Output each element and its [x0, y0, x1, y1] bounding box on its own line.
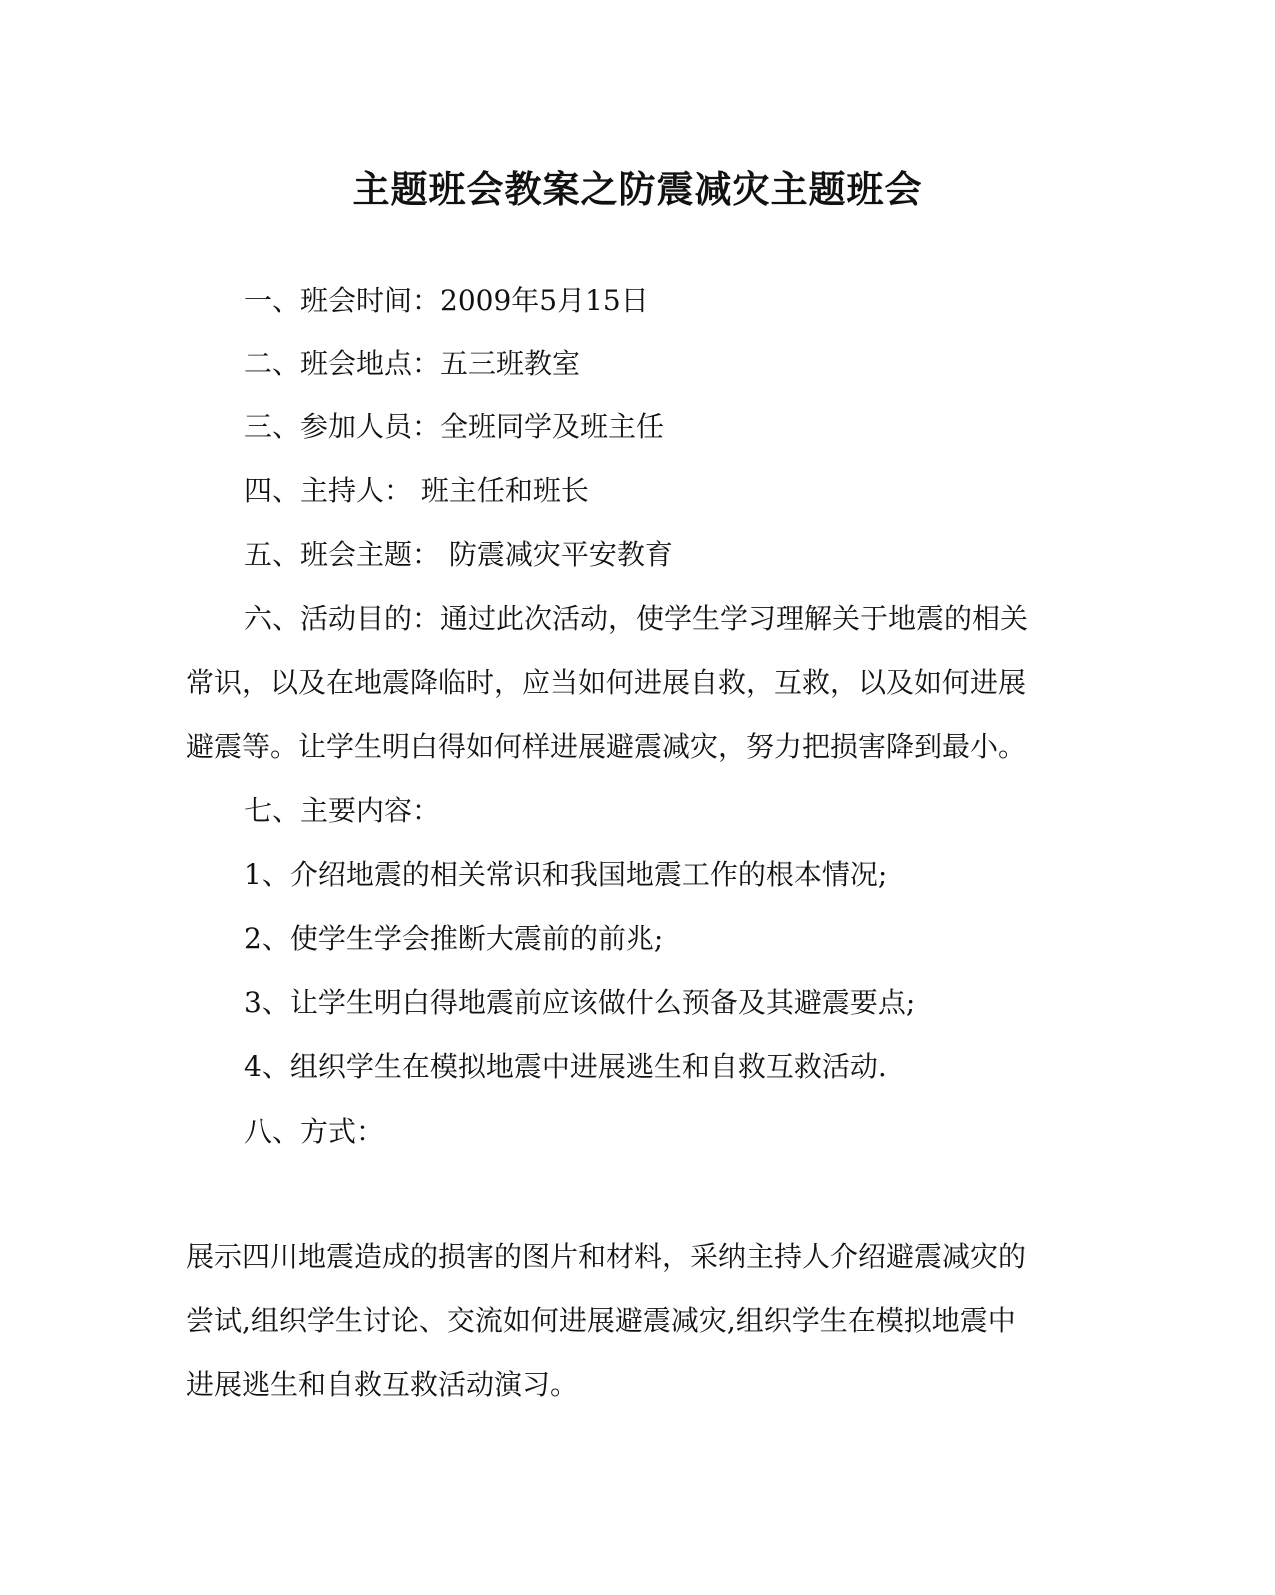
purpose-line-3: 避震等。让学生明白得如何样进展避震减灾，努力把损害降到最小。	[186, 730, 1027, 763]
item-host: 四、主持人： 班主任和班长	[244, 474, 589, 507]
content-item-3: 3、让学生明白得地震前应该做什么预备及其避震要点;	[244, 986, 916, 1019]
purpose-line-1: 六、活动目的：通过此次活动，使学生学习理解关于地震的相关	[244, 602, 1029, 635]
method-line-2: 尝试,组织学生讨论、交流如何进展避震减灾,组织学生在模拟地震中	[186, 1304, 1016, 1337]
item-theme: 五、班会主题： 防震减灾平安教育	[244, 538, 673, 571]
method-line-3: 进展逃生和自救互救活动演习。	[186, 1368, 579, 1401]
content-item-2: 2、使学生学会推断大震前的前兆;	[244, 922, 664, 955]
content-heading: 七、主要内容：	[244, 794, 441, 827]
method-heading: 八、方式：	[244, 1115, 385, 1148]
item-place: 二、班会地点：五三班教室	[244, 347, 581, 380]
purpose-line-2: 常识，以及在地震降临时，应当如何进展自救，互救，以及如何进展	[186, 666, 1027, 699]
method-line-1: 展示四川地震造成的损害的图片和材料，采纳主持人介绍避震减灾的	[186, 1240, 1027, 1273]
item-time: 一、班会时间：2009年5月15日	[244, 284, 649, 317]
document-title: 主题班会教案之防震减灾主题班会	[352, 167, 923, 211]
content-item-1: 1、介绍地震的相关常识和我国地震工作的根本情况;	[244, 858, 888, 891]
item-participants: 三、参加人员：全班同学及班主任	[244, 410, 665, 443]
content-item-4: 4、组织学生在模拟地震中进展逃生和自救互救活动.	[244, 1050, 887, 1083]
